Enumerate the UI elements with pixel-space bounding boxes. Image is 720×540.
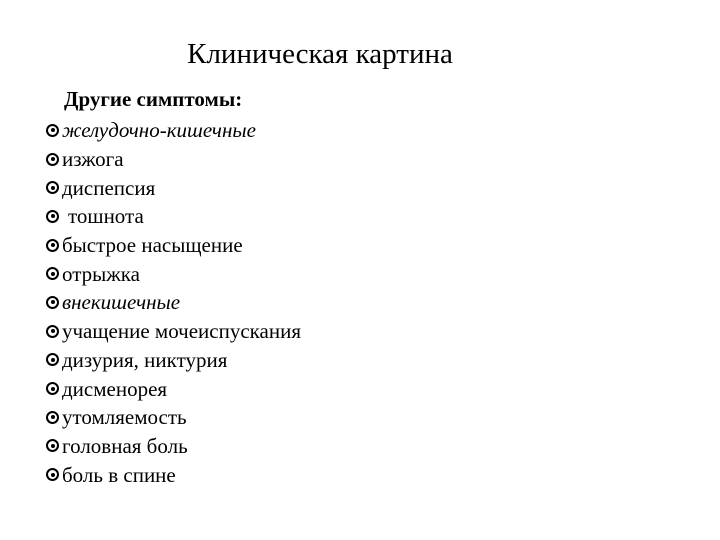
- list-item-text: внекишечные: [62, 290, 181, 315]
- list-item-text: тошнота: [68, 204, 144, 229]
- circled-dot-bullet-icon: [46, 239, 59, 252]
- list-item: [46, 374, 301, 403]
- circled-dot-bullet-icon: [46, 353, 59, 366]
- list-item-text: учащение мочеиспускания: [62, 319, 302, 344]
- list-item-text: дизурия, никтурия: [62, 347, 228, 372]
- list-item-text: боль в спине: [62, 462, 176, 487]
- list-item-text: желудочно-кишечные: [62, 118, 256, 143]
- list-item: [46, 116, 301, 145]
- circled-dot-bullet-icon: [46, 382, 59, 395]
- list-item-text: дисменорея: [62, 376, 168, 401]
- list-item-text: головная боль: [62, 433, 188, 458]
- circled-dot-bullet-icon: [46, 181, 59, 194]
- circled-dot-bullet-icon: [46, 153, 59, 166]
- list-item: [46, 432, 301, 461]
- circled-dot-bullet-icon: [46, 124, 59, 137]
- list-item: [46, 403, 301, 432]
- list-item: [46, 145, 301, 174]
- circled-dot-bullet-icon: [46, 210, 59, 223]
- list-item-text: быстрое насыщение: [62, 233, 243, 258]
- list-item: [46, 231, 301, 260]
- list-item-text: изжога: [62, 147, 124, 172]
- circled-dot-bullet-icon: [46, 325, 59, 338]
- list-item: [46, 259, 301, 288]
- list-item-text: утомляемость: [62, 405, 187, 430]
- list-item: [46, 202, 301, 231]
- circled-dot-bullet-icon: [46, 267, 59, 280]
- circled-dot-bullet-icon: [46, 296, 59, 309]
- subheading: Другие симптомы:: [64, 87, 243, 111]
- list-item: [46, 288, 301, 317]
- circled-dot-bullet-icon: [46, 411, 59, 424]
- list-item-text: отрыжка: [62, 261, 140, 286]
- list-item: [46, 317, 301, 346]
- circled-dot-bullet-icon: [46, 468, 59, 481]
- list-item: [46, 346, 301, 375]
- list-item: [46, 460, 301, 489]
- list-item-text: диспепсия: [62, 175, 156, 200]
- symptom-list: [46, 116, 301, 489]
- slide-title: Клиническая картина: [187, 38, 453, 70]
- circled-dot-bullet-icon: [46, 439, 59, 452]
- list-item: [46, 173, 301, 202]
